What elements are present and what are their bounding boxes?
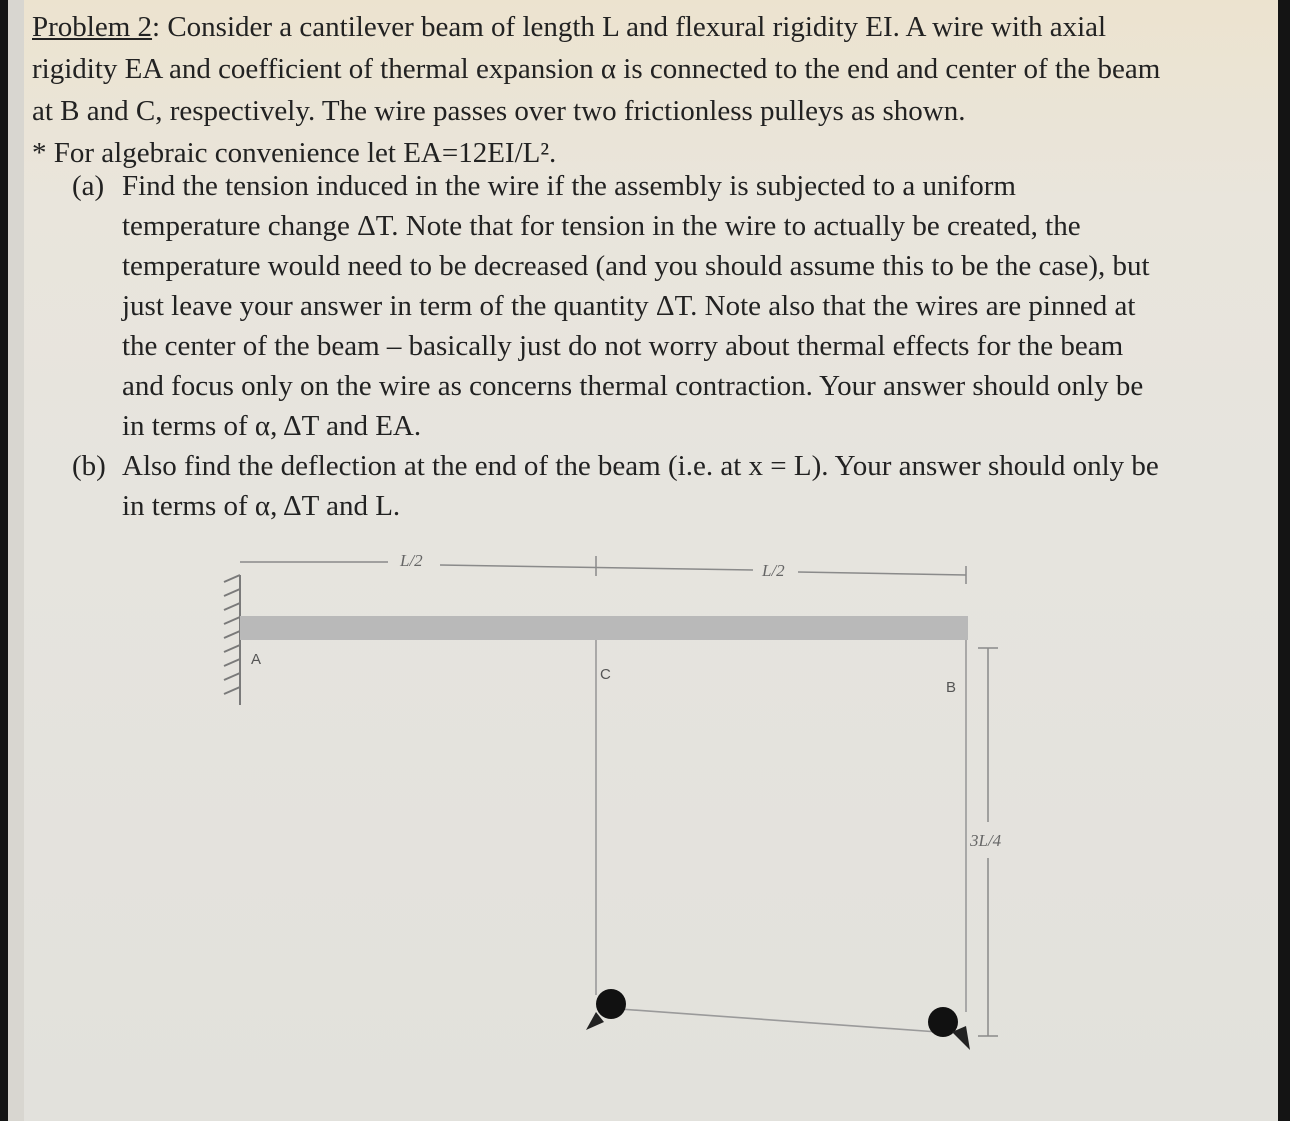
part-a-line: just leave your answer in term of the quantity ΔT. Note also that the wires are pinned at (122, 290, 1136, 322)
problem-title: Problem 2 (32, 11, 153, 43)
beam (240, 616, 968, 640)
part-a-line: temperature change ΔT. Note that for tension in the wire to actually be created, the (122, 210, 1081, 242)
problem-page (8, 0, 1278, 1121)
problem-line-1-text: : Consider a cantilever beam of length L and flexural rigidity EI. A wire with axial (152, 11, 1107, 43)
problem-line-2: rigidity EA and coefficient of thermal expansion α is connected to the end and center of the beam (32, 53, 1161, 85)
problem-line-3: at B and C, respectively. The wire passes over two frictionless pulleys as shown. (32, 95, 966, 127)
fixed-support (224, 575, 240, 705)
point-b-label: B (946, 679, 957, 696)
dim-label-vertical: 3L/4 (970, 831, 1002, 850)
dim-label-right: L/2 (762, 561, 785, 580)
problem-note: * For algebraic convenience let EA=12EI/L². (32, 137, 557, 169)
pulley-right-icon (928, 1007, 970, 1050)
part-a-line: temperature would need to be decreased (and you should assume this to be the case), but (122, 250, 1150, 282)
part-b-label: (b) (72, 450, 106, 482)
point-a-label: A (251, 651, 262, 668)
part-a-label: (a) (72, 170, 105, 202)
part-b-line: in terms of α, ΔT and L. (122, 490, 401, 522)
dimension-line (240, 556, 966, 584)
wire (596, 640, 966, 1032)
beam-diagram (8, 0, 1278, 1121)
part-a-line: the center of the beam – basically just do not worry about thermal effects for the beam (122, 330, 1124, 362)
part-a-line: and focus only on the wire as concerns thermal contraction. Your answer should only be (122, 370, 1144, 402)
part-b-line: Also find the deflection at the end of the beam (i.e. at x = L). Your answer should only be (122, 450, 1159, 482)
point-c-label: C (600, 666, 611, 683)
dim-label-left: L/2 (400, 551, 423, 570)
part-a-line: Find the tension induced in the wire if the assembly is subjected to a uniform (122, 170, 1016, 202)
part-a-line: in terms of α, ΔT and EA. (122, 410, 422, 442)
pulley-left-icon (586, 989, 626, 1030)
